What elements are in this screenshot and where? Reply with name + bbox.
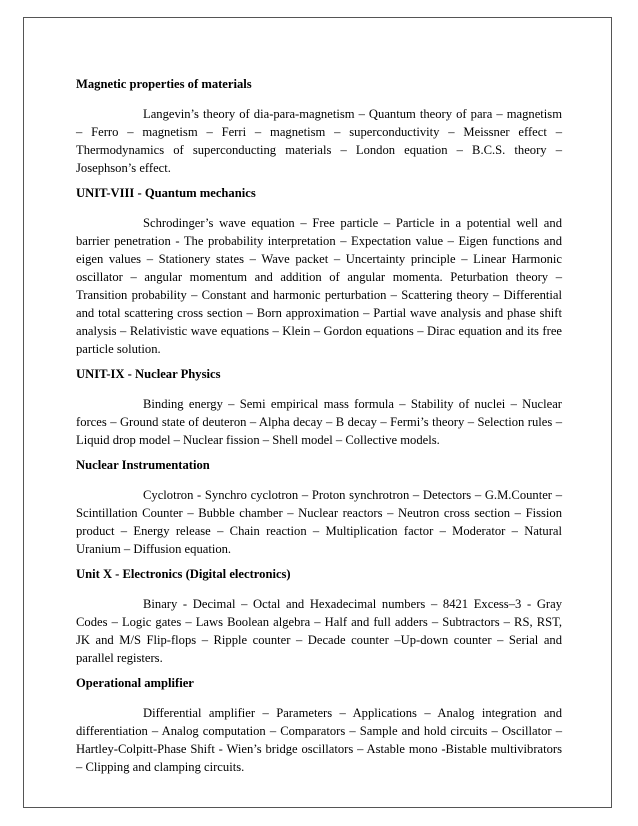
section-heading-operational-amplifier: Operational amplifier bbox=[76, 676, 194, 690]
section-heading-nuclear-physics: UNIT-IX - Nuclear Physics bbox=[76, 367, 221, 381]
section-text-digital-electronics: Binary - Decimal – Octal and Hexadecimal numbers – 8421 Excess–3 - Gray Codes – Logic gates – Laws Boolean algebra – Half and full adders – Subtractors – RS, RST, JK and M/S Flip-flops – Ripple counter – Decade counter –Up-down counter – Serial and parallel registers. bbox=[76, 597, 562, 665]
section-text-nuclear-instrumentation: Cyclotron - Synchro cyclotron – Proton synchrotron – Detectors – G.M.Counter – Scintillation Counter – Bubble chamber – Nuclear reactors – Neutron cross section – Fission product – Energy release – Chain reaction – Multiplication factor – Moderator – Natural Uranium – Diffusion equation. bbox=[76, 488, 562, 556]
section-text-operational-amplifier: Differential amplifier – Parameters – Applications – Analog integration and differentiation – Analog computation – Comparators – Sample and hold circuits – Oscillator – Hartley-Colpitt-Phase Shift - Wien’s bridge oscillators – Astable mono -Bistable multivibrators – Clipping and clamping circuits. bbox=[76, 706, 562, 774]
section-text-nuclear-physics: Binding energy – Semi empirical mass formula – Stability of nuclei – Nuclear forces – Ground state of deuteron – Alpha decay – B decay – Fermi’s theory – Selection rules – Liquid drop model – Nuclear fission – Shell model – Collective models. bbox=[76, 397, 562, 447]
document-body bbox=[76, 76, 562, 784]
section-heading-magnetic-properties: Magnetic properties of materials bbox=[76, 77, 252, 91]
section-heading-digital-electronics: Unit X - Electronics (Digital electronics) bbox=[76, 567, 291, 581]
section-heading-nuclear-instrumentation: Nuclear Instrumentation bbox=[76, 458, 210, 472]
section-text-quantum-mechanics: Schrodinger’s wave equation – Free particle – Particle in a potential well and barrier penetration - The probability interpretation – Expectation value – Eigen functions and eigen values – Stationery states – Wave packet – Uncertainty principle – Linear Harmonic oscillator – angular momentum and addition of angular momenta. Peturbation theory – Transition probability – Constant and harmonic perturbation – Scattering theory – Differential and total scattering cross section – Born approximation – Partial wave analysis and phase shift analysis – Relativistic wave equations – Klein – Gordon equations – Dirac equation and its free particle solution. bbox=[76, 216, 562, 356]
section-text-magnetic-properties: Langevin’s theory of dia-para-magnetism – Quantum theory of para – magnetism – Ferro – magnetism – Ferri – magnetism – superconductivity – Meissner effect – Thermodynamics of superconducting materials – London equation – B.C.S. theory – Josephson’s effect. bbox=[76, 107, 562, 175]
section-heading-quantum-mechanics: UNIT-VIII - Quantum mechanics bbox=[76, 186, 256, 200]
